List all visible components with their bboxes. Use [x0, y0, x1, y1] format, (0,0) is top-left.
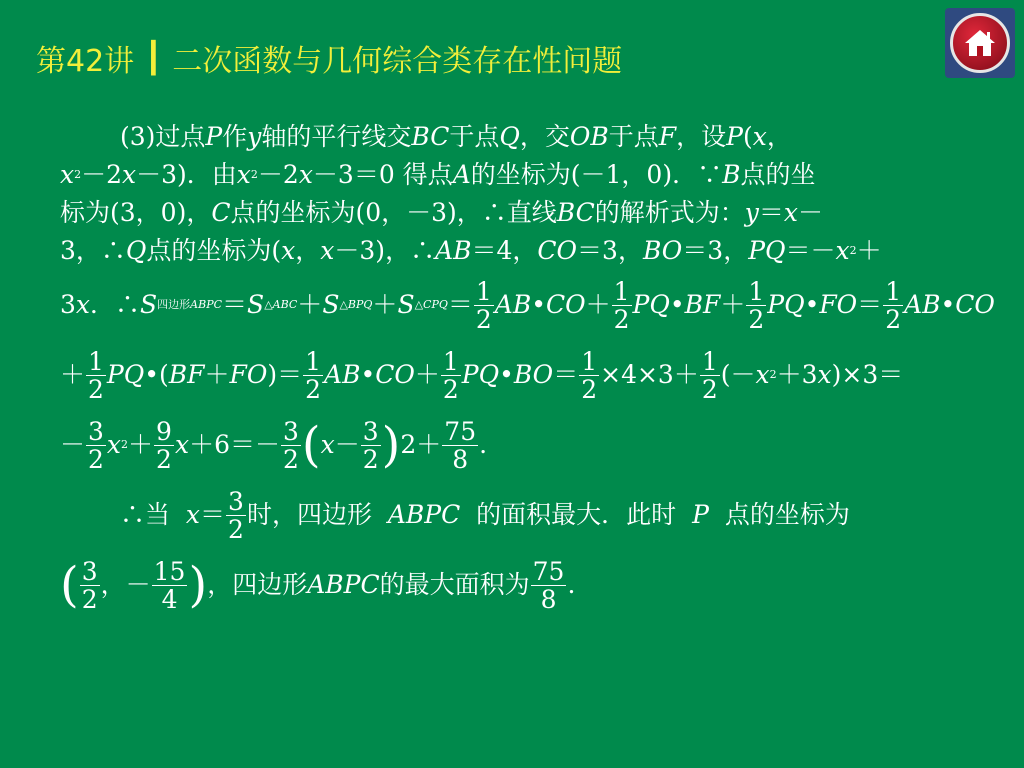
- fraction-one-half: $\frac{1}{2}$: [613, 276, 630, 334]
- fraction-three-halves: $\frac{3}{2}$: [228, 486, 244, 544]
- solution-line-3: 标为(3，0)， C 点的坐标为(0，－3)，∴直线 BC 的解析式为： y ＝ x －: [60, 198, 824, 227]
- fraction-one-half: $\frac{1}{2}$: [475, 276, 492, 334]
- fraction-75-over-8: $\frac{75}{8}$: [444, 416, 477, 474]
- fraction-75-over-8: $\frac{75}{8}$: [532, 556, 565, 614]
- fraction-15-over-4: $\frac{15}{4}$: [153, 556, 186, 614]
- solution-body: [60, 118, 995, 620]
- fraction-one-half: $\frac{1}{2}$: [748, 276, 765, 334]
- slide-header: [36, 36, 622, 80]
- fraction-three-halves: $\frac{3}{2}$: [88, 416, 104, 474]
- fraction-one-half: $\frac{1}{2}$: [581, 346, 598, 404]
- solution-line-6: ＋ $\frac{1}{2}$ PQ • ( BF ＋ FO ) ＝ $\frac{1}{2}$ AB • CO ＋ $\frac{1}{2}$ PQ • BO ＝ $\frac{1}{2}$ × 4 × 3 ＋ $\frac{1}{2}$ ( － x 2 ＋3 x ) × 3 ＝: [60, 346, 904, 404]
- solution-line-4: 3，∴ Q 点的坐标为( x ， x －3)，∴ AB ＝4， CO ＝3， BO ＝3， PQ ＝－ x 2 ＋: [60, 236, 882, 265]
- fraction-one-half: $\frac{1}{2}$: [885, 276, 902, 334]
- solution-line-1: (3)过点 P 作 y 轴的平行线交 BC 于点 Q ，交 OB 于点 F ，设 P ( x ，: [120, 122, 792, 151]
- fraction-one-half: $\frac{1}{2}$: [305, 346, 322, 404]
- home-icon: [950, 13, 1010, 73]
- solution-line-5: 3 x ．∴ S 四边形 ABPC ＝ S △ABC ＋ S △BPQ ＋ S △CPQ ＝ $\frac{1}{2}$ AB • CO ＋ $\frac{1}{2}$ PQ • BF ＋ $\frac{1}{2}$ PQ • FO ＝ $\frac{1}{2}$ AB • CO: [60, 276, 995, 334]
- lecture-number: 第42讲: [36, 44, 135, 79]
- fraction-three-halves: $\frac{3}{2}$: [81, 556, 98, 614]
- solution-line-9: ( $\frac{3}{2}$ ，－ $\frac{15}{4}$ ) ，四边形 ABPC 的最大面积为 $\frac{75}{8}$ .: [60, 556, 576, 614]
- fraction-one-half: $\frac{1}{2}$: [442, 346, 459, 404]
- home-button[interactable]: [945, 8, 1015, 78]
- header-separator: ┃: [144, 40, 163, 76]
- fraction-nine-halves: $\frac{9}{2}$: [156, 416, 172, 474]
- solution-line-8: ∴当 x ＝ $\frac{3}{2}$ 时，四边形 ABPC 的面积最大．此时 P 点的坐标为: [120, 486, 850, 544]
- lecture-topic: 二次函数与几何综合类存在性问题: [172, 44, 623, 79]
- fraction-three-halves: $\frac{3}{2}$: [282, 416, 299, 474]
- fraction-three-halves: $\frac{3}{2}$: [362, 416, 379, 474]
- fraction-one-half: $\frac{1}{2}$: [701, 346, 718, 404]
- fraction-one-half: $\frac{1}{2}$: [88, 346, 104, 404]
- solution-line-7: － $\frac{3}{2}$ x 2 ＋ $\frac{9}{2}$ x ＋6＝－ $\frac{3}{2}$ ( x － $\frac{3}{2}$ ) 2 ＋ $\frac{75}{8}$ .: [60, 416, 488, 474]
- solution-line-2: x 2 －2 x －3)．由 x 2 －2 x －3＝0 得点 A 的坐标为(－1，0)．∵ B 点的坐: [60, 160, 816, 189]
